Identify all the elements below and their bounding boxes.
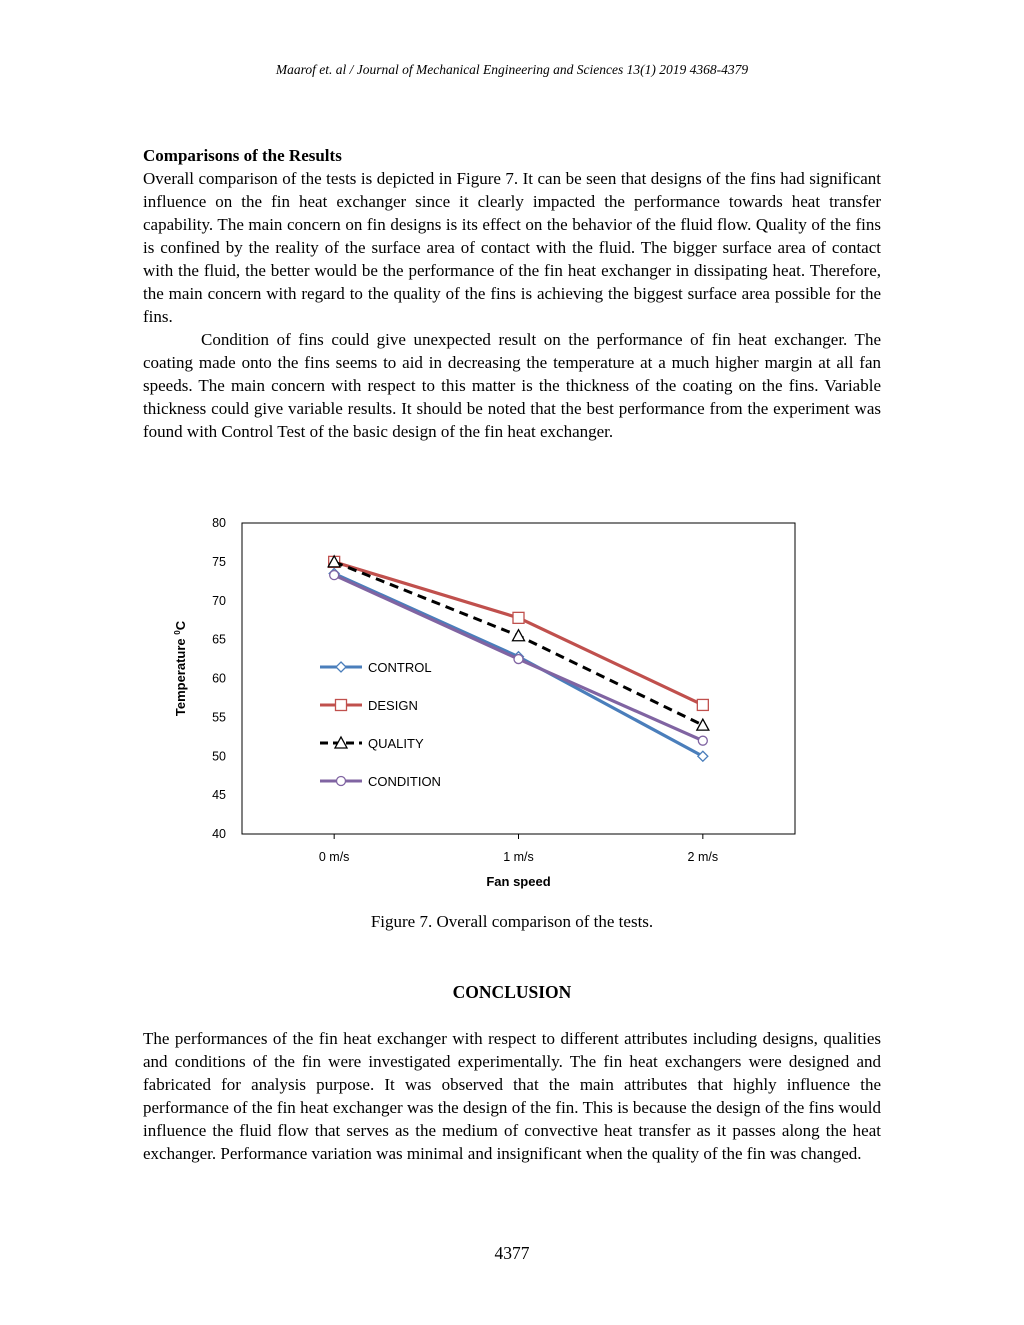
conclusion-heading: CONCLUSION xyxy=(452,982,572,1002)
conclusion-section xyxy=(143,1027,881,1165)
data-point-condition xyxy=(514,655,523,664)
data-point-design xyxy=(697,699,708,710)
y-axis-label xyxy=(173,620,188,716)
figure-caption: Figure 7. Overall comparison of the tests. xyxy=(370,912,654,931)
x-tick-label: 1 m/s xyxy=(503,850,534,864)
line-chart xyxy=(160,505,820,900)
legend-label-design: DESIGN xyxy=(368,698,418,713)
figure-7-chart xyxy=(160,505,820,900)
legend-marker-control xyxy=(336,662,346,672)
legend-marker-condition xyxy=(337,777,346,786)
y-tick-label: 75 xyxy=(212,554,226,569)
y-tick-label: 50 xyxy=(212,749,226,764)
legend-label-control: CONTROL xyxy=(368,660,432,675)
data-point-design xyxy=(513,612,524,623)
page-number: 4377 xyxy=(494,1243,530,1263)
comparisons-section xyxy=(143,144,881,443)
legend-entry-design xyxy=(320,698,418,713)
data-point-condition xyxy=(698,736,707,745)
y-tick-label: 80 xyxy=(212,516,226,530)
running-header: Maarof et. al / Journal of Mechanical Engineering and Sciences 13(1) 2019 4368-4379 xyxy=(275,62,749,77)
legend-marker-design xyxy=(336,700,347,711)
data-point-quality xyxy=(513,630,525,641)
y-axis-label-superscript: 0 xyxy=(173,630,182,635)
y-tick-label: 60 xyxy=(212,671,226,686)
plot-area-frame xyxy=(242,523,795,834)
x-tick-label: 0 m/s xyxy=(318,850,350,864)
y-tick-label: 55 xyxy=(212,710,226,725)
x-tick-label: 2 m/s xyxy=(687,850,719,864)
y-tick-label: 40 xyxy=(212,827,226,841)
legend-label-condition: CONDITION xyxy=(368,774,441,789)
y-tick-label: 45 xyxy=(212,788,226,803)
y-axis-label-text: Temperature xyxy=(173,634,188,717)
x-axis-label: Fan speed xyxy=(486,874,551,889)
legend-label-quality: QUALITY xyxy=(368,736,424,751)
legend-entry-quality xyxy=(320,736,424,751)
conclusion-paragraph: The performances of the fin heat exchanger with respect to different attributes including designs, qualities and conditions of the fin were investigated experimentally. The fin heat exchangers were designed and fabricated for analysis purpose. It was observed that the main attributes that highly influence the performance of the fin heat exchanger was the design of the fin. This is because the design of the fins would influence the fluid flow that serves as the medium of convective heat transfer as it passes along the heat exchanger. Performance variation was minimal and insignificant when the quality of the fin was changed. xyxy=(143,1029,881,1163)
data-point-quality xyxy=(697,719,709,730)
y-axis-label-unit: C xyxy=(173,620,188,631)
paragraph-condition-of-fins: Condition of fins could give unexpected result on the performance of fin heat exchanger. The coating made onto the fins seems to aid in decreasing the temperature at a much higher margin at all fan speeds. The main concern with respect to this matter is the thickness of the coating on the fins. Variable thickness could give variable results. It should be noted that the best performance from the experiment was found with Control Test of the basic design of the fin heat exchanger. xyxy=(143,330,881,441)
y-tick-label: 65 xyxy=(212,632,226,647)
legend-entry-condition xyxy=(320,774,441,789)
paragraph-overall-comparison: Overall comparison of the tests is depicted in Figure 7. It can be seen that designs of the fins had significant influence on the fin heat exchanger since it clearly impacted the performance towards heat transfer capability. The main concern on fin designs is its effect on the behavior of the fluid flow. Quality of the fins is confined by the reality of the surface area of contact with the fluid. The bigger surface area of contact with the fluid, the better would be the performance of the fin heat exchanger in dissipating heat. Therefore, the main concern with regard to the quality of the fins is achieving the biggest surface area possible for the fins. xyxy=(143,169,881,326)
legend-entry-control xyxy=(320,660,432,675)
y-tick-label: 70 xyxy=(212,593,226,608)
section-heading: Comparisons of the Results xyxy=(143,146,342,165)
data-point-condition xyxy=(330,571,339,580)
